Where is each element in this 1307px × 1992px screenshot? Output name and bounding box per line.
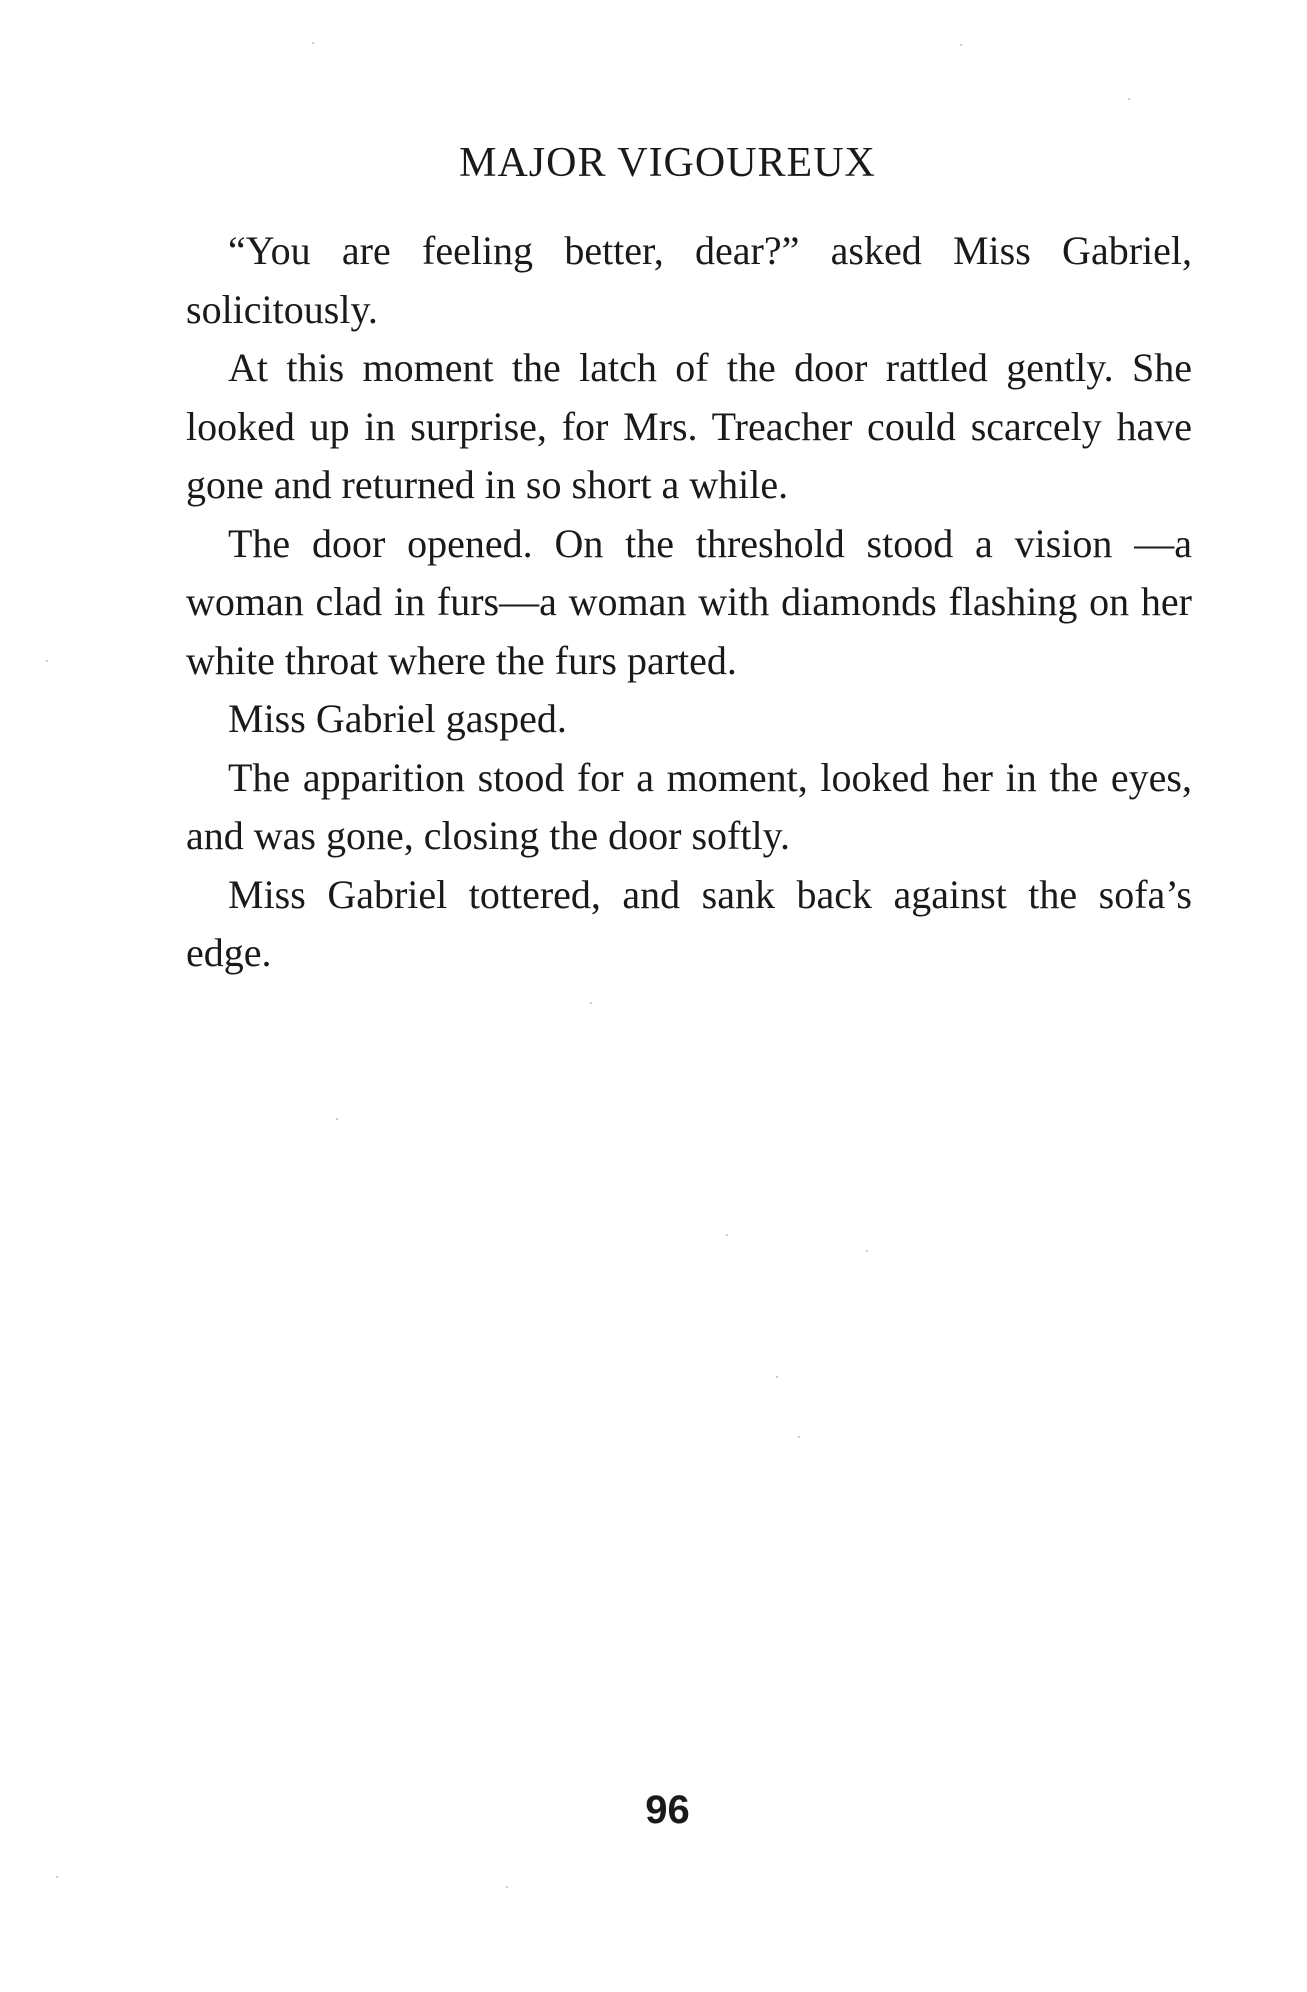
running-head: MAJOR VIGOUREUX xyxy=(459,140,876,186)
scan-speck xyxy=(1128,98,1130,100)
paragraph-4: Miss Gabriel gasped. xyxy=(228,696,567,741)
paragraph-6: Miss Gabriel tottered, and sank back against the sofa’s edge. xyxy=(186,871,1192,975)
scan-speck xyxy=(866,1250,868,1252)
paragraph-3: The door opened. On the threshold stood a vision —a woman clad in furs—a woman with diamonds flashing on her white throat where the furs parted. xyxy=(186,520,1192,683)
paragraph-5: The apparition stood for a moment, looked her in the eyes, and was gone, closing the door softly. xyxy=(186,754,1192,858)
scan-speck xyxy=(56,1876,58,1878)
paragraph-2: At this moment the latch of the door rattled gently. She looked up in surprise, for Mrs. Treacher could scarcely have gone and returned in so short a while. xyxy=(186,345,1192,507)
scan-speck xyxy=(312,42,314,44)
scan-speck xyxy=(336,1118,338,1120)
paragraph-1: “You are feeling better, dear?” asked Miss Gabriel, solicitously. xyxy=(186,228,1192,332)
scan-speck xyxy=(776,1376,778,1378)
scan-speck xyxy=(960,44,962,46)
scan-speck xyxy=(726,1234,728,1236)
scan-speck xyxy=(506,1886,508,1888)
body-text xyxy=(186,222,1192,983)
scan-speck xyxy=(46,660,48,662)
scan-speck xyxy=(590,1002,592,1004)
scan-speck xyxy=(798,1436,800,1438)
page-number: 96 xyxy=(645,1788,690,1832)
